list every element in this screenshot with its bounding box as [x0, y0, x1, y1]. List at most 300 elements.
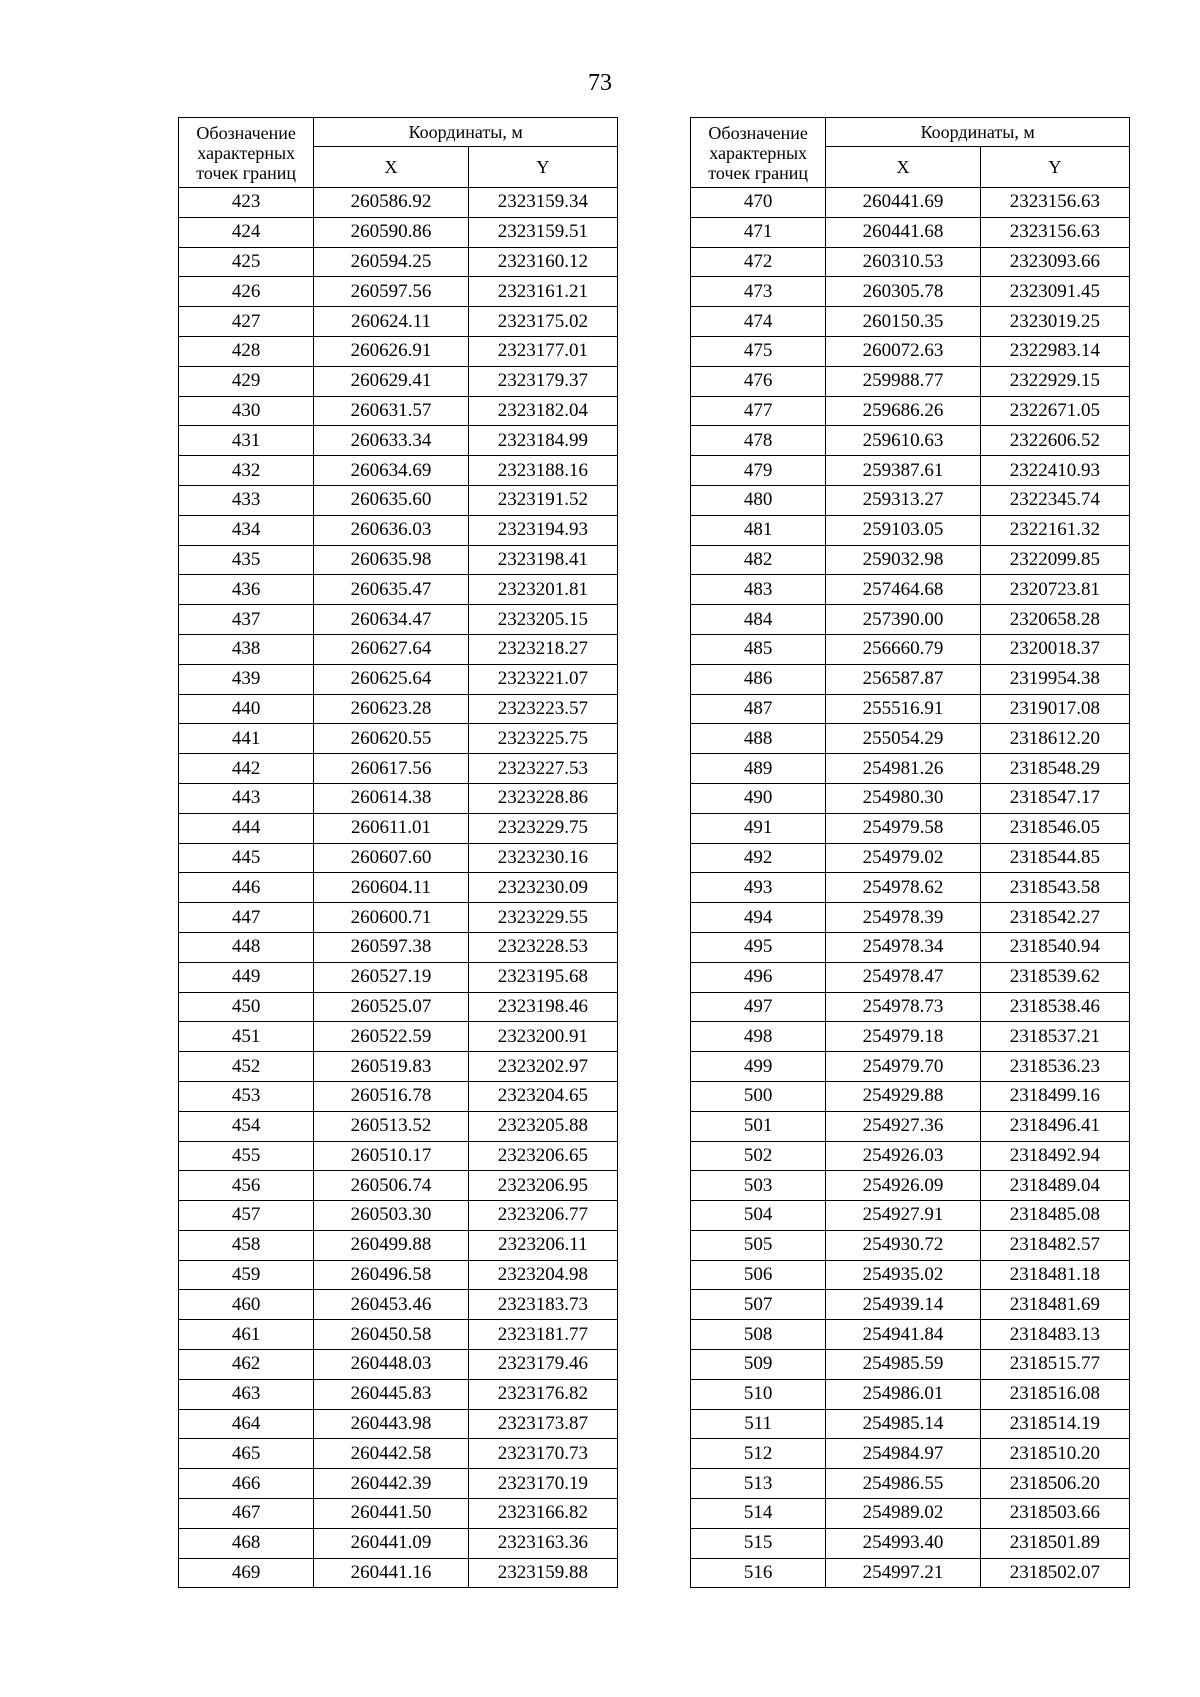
x-coordinate-cell: 260629.41 — [314, 366, 468, 396]
point-id-cell: 444 — [179, 813, 314, 843]
point-id-cell: 436 — [179, 575, 314, 605]
y-coordinate-cell: 2320018.37 — [980, 634, 1129, 664]
x-coordinate-cell: 260441.50 — [314, 1499, 468, 1529]
x-coordinate-cell: 260448.03 — [314, 1350, 468, 1380]
point-id-cell: 491 — [691, 813, 826, 843]
table-row — [179, 634, 618, 664]
y-coordinate-cell: 2318492.94 — [980, 1141, 1129, 1171]
x-coordinate-cell: 254986.01 — [826, 1379, 980, 1409]
table-row — [179, 1320, 618, 1350]
table-row — [691, 992, 1130, 1022]
y-coordinate-cell: 2323218.27 — [468, 634, 617, 664]
x-coordinate-cell: 259387.61 — [826, 456, 980, 486]
table-row — [691, 1469, 1130, 1499]
x-coordinate-cell: 255054.29 — [826, 724, 980, 754]
x-coordinate-cell: 254989.02 — [826, 1499, 980, 1529]
y-coordinate-cell: 2318547.17 — [980, 783, 1129, 813]
point-id-cell: 507 — [691, 1290, 826, 1320]
point-designation-header: Обозначение характерных точек границ — [691, 118, 826, 188]
point-id-cell: 457 — [179, 1201, 314, 1231]
table-row — [691, 1260, 1130, 1290]
x-coordinate-cell: 259032.98 — [826, 545, 980, 575]
x-coordinate-cell: 260623.28 — [314, 694, 468, 724]
y-coordinate-cell: 2323093.66 — [980, 247, 1129, 277]
table-row — [691, 605, 1130, 635]
y-coordinate-cell: 2318544.85 — [980, 843, 1129, 873]
x-coordinate-cell: 260636.03 — [314, 515, 468, 545]
table-row — [179, 992, 618, 1022]
point-id-cell: 462 — [179, 1350, 314, 1380]
x-coordinate-cell: 260516.78 — [314, 1081, 468, 1111]
table-row — [179, 1022, 618, 1052]
point-id-cell: 474 — [691, 307, 826, 337]
point-id-cell: 468 — [179, 1528, 314, 1558]
table-row — [179, 724, 618, 754]
table-row — [691, 575, 1130, 605]
x-coordinate-cell: 260506.74 — [314, 1171, 468, 1201]
table-row — [179, 813, 618, 843]
point-id-cell: 441 — [179, 724, 314, 754]
point-id-cell: 467 — [179, 1499, 314, 1529]
x-coordinate-cell: 260611.01 — [314, 813, 468, 843]
y-coordinate-cell: 2323019.25 — [980, 307, 1129, 337]
coordinates-table-left — [178, 117, 618, 1588]
point-id-cell: 426 — [179, 277, 314, 307]
x-coordinate-cell: 260305.78 — [826, 277, 980, 307]
table-row — [691, 932, 1130, 962]
table-row — [691, 1320, 1130, 1350]
point-id-cell: 481 — [691, 515, 826, 545]
point-id-cell: 487 — [691, 694, 826, 724]
table-row — [691, 903, 1130, 933]
x-coordinate-cell: 260625.64 — [314, 664, 468, 694]
y-coordinate-cell: 2323181.77 — [468, 1320, 617, 1350]
coordinates-header: Координаты, м — [314, 118, 618, 147]
x-coordinate-cell: 260634.69 — [314, 456, 468, 486]
x-coordinate-cell: 254941.84 — [826, 1320, 980, 1350]
point-id-cell: 423 — [179, 188, 314, 218]
y-coordinate-cell: 2323206.11 — [468, 1230, 617, 1260]
y-coordinate-cell: 2318612.20 — [980, 724, 1129, 754]
x-coordinate-cell: 260527.19 — [314, 962, 468, 992]
point-id-cell: 455 — [179, 1141, 314, 1171]
point-id-cell: 447 — [179, 903, 314, 933]
x-coordinate-cell: 260441.69 — [826, 188, 980, 218]
point-id-cell: 453 — [179, 1081, 314, 1111]
table-row — [179, 1558, 618, 1588]
y-header: Y — [980, 147, 1129, 188]
point-id-cell: 482 — [691, 545, 826, 575]
x-coordinate-cell: 254985.14 — [826, 1409, 980, 1439]
table-row — [179, 1290, 618, 1320]
table-row — [691, 813, 1130, 843]
point-id-cell: 493 — [691, 873, 826, 903]
point-id-cell: 451 — [179, 1022, 314, 1052]
y-coordinate-cell: 2323156.63 — [980, 188, 1129, 218]
table-row — [691, 1499, 1130, 1529]
x-coordinate-cell: 254986.55 — [826, 1469, 980, 1499]
y-coordinate-cell: 2318501.89 — [980, 1528, 1129, 1558]
point-id-cell: 428 — [179, 336, 314, 366]
y-coordinate-cell: 2322606.52 — [980, 426, 1129, 456]
y-coordinate-cell: 2323206.65 — [468, 1141, 617, 1171]
table-row — [691, 1290, 1130, 1320]
y-coordinate-cell: 2318481.18 — [980, 1260, 1129, 1290]
x-coordinate-cell: 254978.62 — [826, 873, 980, 903]
point-id-cell: 486 — [691, 664, 826, 694]
point-id-cell: 449 — [179, 962, 314, 992]
y-coordinate-cell: 2318496.41 — [980, 1111, 1129, 1141]
coordinates-table-right — [690, 117, 1130, 1588]
x-coordinate-cell: 260441.16 — [314, 1558, 468, 1588]
point-id-cell: 483 — [691, 575, 826, 605]
table-row — [691, 1439, 1130, 1469]
coordinates-header: Координаты, м — [826, 118, 1130, 147]
y-coordinate-cell: 2323225.75 — [468, 724, 617, 754]
table-row — [691, 694, 1130, 724]
y-coordinate-cell: 2323183.73 — [468, 1290, 617, 1320]
y-coordinate-cell: 2322099.85 — [980, 545, 1129, 575]
y-coordinate-cell: 2323229.55 — [468, 903, 617, 933]
y-header: Y — [468, 147, 617, 188]
point-id-cell: 515 — [691, 1528, 826, 1558]
table-row — [691, 1350, 1130, 1380]
y-coordinate-cell: 2323206.77 — [468, 1201, 617, 1231]
point-id-cell: 461 — [179, 1320, 314, 1350]
point-id-cell: 492 — [691, 843, 826, 873]
x-coordinate-cell: 254930.72 — [826, 1230, 980, 1260]
y-coordinate-cell: 2323202.97 — [468, 1052, 617, 1082]
x-coordinate-cell: 254939.14 — [826, 1290, 980, 1320]
point-id-cell: 501 — [691, 1111, 826, 1141]
y-coordinate-cell: 2323230.09 — [468, 873, 617, 903]
point-id-cell: 430 — [179, 396, 314, 426]
x-coordinate-cell: 254979.02 — [826, 843, 980, 873]
y-coordinate-cell: 2323188.16 — [468, 456, 617, 486]
x-coordinate-cell: 260310.53 — [826, 247, 980, 277]
table-row — [691, 217, 1130, 247]
point-id-cell: 516 — [691, 1558, 826, 1588]
y-coordinate-cell: 2322410.93 — [980, 456, 1129, 486]
y-coordinate-cell: 2323166.82 — [468, 1499, 617, 1529]
point-id-cell: 431 — [179, 426, 314, 456]
y-coordinate-cell: 2323159.88 — [468, 1558, 617, 1588]
x-coordinate-cell: 254993.40 — [826, 1528, 980, 1558]
y-coordinate-cell: 2318499.16 — [980, 1081, 1129, 1111]
point-id-cell: 465 — [179, 1439, 314, 1469]
y-coordinate-cell: 2323201.81 — [468, 575, 617, 605]
x-coordinate-cell: 254985.59 — [826, 1350, 980, 1380]
x-coordinate-cell: 254935.02 — [826, 1260, 980, 1290]
x-coordinate-cell: 254979.18 — [826, 1022, 980, 1052]
point-id-cell: 459 — [179, 1260, 314, 1290]
y-coordinate-cell: 2318483.13 — [980, 1320, 1129, 1350]
x-coordinate-cell: 257464.68 — [826, 575, 980, 605]
x-coordinate-cell: 260513.52 — [314, 1111, 468, 1141]
point-id-cell: 484 — [691, 605, 826, 635]
point-id-cell: 502 — [691, 1141, 826, 1171]
y-coordinate-cell: 2323182.04 — [468, 396, 617, 426]
x-header: X — [314, 147, 468, 188]
point-id-cell: 488 — [691, 724, 826, 754]
y-coordinate-cell: 2323227.53 — [468, 754, 617, 784]
x-coordinate-cell: 254929.88 — [826, 1081, 980, 1111]
x-coordinate-cell: 254979.70 — [826, 1052, 980, 1082]
x-coordinate-cell: 260496.58 — [314, 1260, 468, 1290]
y-coordinate-cell: 2318542.27 — [980, 903, 1129, 933]
x-coordinate-cell: 254984.97 — [826, 1439, 980, 1469]
x-coordinate-cell: 260445.83 — [314, 1379, 468, 1409]
x-coordinate-cell: 260624.11 — [314, 307, 468, 337]
x-coordinate-cell: 260635.47 — [314, 575, 468, 605]
table-row — [179, 456, 618, 486]
point-designation-header: Обозначение характерных точек границ — [179, 118, 314, 188]
table-row — [179, 1499, 618, 1529]
x-coordinate-cell: 260620.55 — [314, 724, 468, 754]
point-id-cell: 466 — [179, 1469, 314, 1499]
table-row — [691, 783, 1130, 813]
x-coordinate-cell: 254926.09 — [826, 1171, 980, 1201]
point-id-cell: 448 — [179, 932, 314, 962]
table-row — [691, 485, 1130, 515]
table-row — [179, 932, 618, 962]
y-coordinate-cell: 2323198.41 — [468, 545, 617, 575]
table-row — [691, 1528, 1130, 1558]
point-id-cell: 442 — [179, 754, 314, 784]
table-row — [179, 1260, 618, 1290]
x-coordinate-cell: 260594.25 — [314, 247, 468, 277]
y-coordinate-cell: 2323184.99 — [468, 426, 617, 456]
point-id-cell: 425 — [179, 247, 314, 277]
y-coordinate-cell: 2318538.46 — [980, 992, 1129, 1022]
point-id-cell: 446 — [179, 873, 314, 903]
y-coordinate-cell: 2323206.95 — [468, 1171, 617, 1201]
table-row — [179, 336, 618, 366]
y-coordinate-cell: 2320658.28 — [980, 605, 1129, 635]
y-coordinate-cell: 2323161.21 — [468, 277, 617, 307]
table-row — [179, 664, 618, 694]
table-row — [691, 1022, 1130, 1052]
y-coordinate-cell: 2318540.94 — [980, 932, 1129, 962]
point-id-cell: 497 — [691, 992, 826, 1022]
point-id-cell: 511 — [691, 1409, 826, 1439]
x-coordinate-cell: 260522.59 — [314, 1022, 468, 1052]
y-coordinate-cell: 2323204.65 — [468, 1081, 617, 1111]
table-row — [691, 426, 1130, 456]
x-coordinate-cell: 254981.26 — [826, 754, 980, 784]
y-coordinate-cell: 2318536.23 — [980, 1052, 1129, 1082]
table-row — [691, 843, 1130, 873]
table-row — [179, 217, 618, 247]
point-id-cell: 434 — [179, 515, 314, 545]
table-row — [179, 1379, 618, 1409]
y-coordinate-cell: 2323160.12 — [468, 247, 617, 277]
y-coordinate-cell: 2322929.15 — [980, 366, 1129, 396]
y-coordinate-cell: 2323191.52 — [468, 485, 617, 515]
x-coordinate-cell: 259103.05 — [826, 515, 980, 545]
table-row — [691, 545, 1130, 575]
y-coordinate-cell: 2323091.45 — [980, 277, 1129, 307]
x-coordinate-cell: 254926.03 — [826, 1141, 980, 1171]
table-row — [179, 1111, 618, 1141]
x-coordinate-cell: 260510.17 — [314, 1141, 468, 1171]
y-coordinate-cell: 2318481.69 — [980, 1290, 1129, 1320]
point-id-cell: 439 — [179, 664, 314, 694]
point-id-cell: 473 — [691, 277, 826, 307]
x-coordinate-cell: 256660.79 — [826, 634, 980, 664]
table-row — [179, 1230, 618, 1260]
x-coordinate-cell: 260441.68 — [826, 217, 980, 247]
point-id-cell: 471 — [691, 217, 826, 247]
point-id-cell: 460 — [179, 1290, 314, 1320]
table-row — [179, 1141, 618, 1171]
y-coordinate-cell: 2322345.74 — [980, 485, 1129, 515]
table-row — [691, 962, 1130, 992]
y-coordinate-cell: 2323156.63 — [980, 217, 1129, 247]
point-id-cell: 506 — [691, 1260, 826, 1290]
table-row — [691, 1379, 1130, 1409]
y-coordinate-cell: 2318506.20 — [980, 1469, 1129, 1499]
y-coordinate-cell: 2323177.01 — [468, 336, 617, 366]
x-coordinate-cell: 259313.27 — [826, 485, 980, 515]
y-coordinate-cell: 2322983.14 — [980, 336, 1129, 366]
y-coordinate-cell: 2318543.58 — [980, 873, 1129, 903]
point-id-cell: 503 — [691, 1171, 826, 1201]
table-row — [179, 1201, 618, 1231]
x-coordinate-cell: 260453.46 — [314, 1290, 468, 1320]
point-id-cell: 479 — [691, 456, 826, 486]
point-id-cell: 472 — [691, 247, 826, 277]
table-row — [179, 396, 618, 426]
x-coordinate-cell: 254979.58 — [826, 813, 980, 843]
y-coordinate-cell: 2323228.86 — [468, 783, 617, 813]
point-id-cell: 480 — [691, 485, 826, 515]
y-coordinate-cell: 2322671.05 — [980, 396, 1129, 426]
x-coordinate-cell: 259988.77 — [826, 366, 980, 396]
table-row — [179, 426, 618, 456]
x-coordinate-cell: 255516.91 — [826, 694, 980, 724]
table-row — [691, 1081, 1130, 1111]
x-coordinate-cell: 254980.30 — [826, 783, 980, 813]
y-coordinate-cell: 2322161.32 — [980, 515, 1129, 545]
y-coordinate-cell: 2318539.62 — [980, 962, 1129, 992]
y-coordinate-cell: 2323170.73 — [468, 1439, 617, 1469]
table-row — [691, 1141, 1130, 1171]
y-coordinate-cell: 2323173.87 — [468, 1409, 617, 1439]
x-coordinate-cell: 254927.91 — [826, 1201, 980, 1231]
point-id-cell: 478 — [691, 426, 826, 456]
point-id-cell: 454 — [179, 1111, 314, 1141]
point-id-cell: 438 — [179, 634, 314, 664]
x-header: X — [826, 147, 980, 188]
x-coordinate-cell: 260597.56 — [314, 277, 468, 307]
y-coordinate-cell: 2318485.08 — [980, 1201, 1129, 1231]
x-coordinate-cell: 260597.38 — [314, 932, 468, 962]
table-row — [691, 724, 1130, 754]
table-row — [691, 634, 1130, 664]
table-row — [179, 694, 618, 724]
y-coordinate-cell: 2318515.77 — [980, 1350, 1129, 1380]
point-id-cell: 509 — [691, 1350, 826, 1380]
y-coordinate-cell: 2318546.05 — [980, 813, 1129, 843]
table-row — [691, 1558, 1130, 1588]
x-coordinate-cell: 260631.57 — [314, 396, 468, 426]
table-row — [179, 903, 618, 933]
y-coordinate-cell: 2320723.81 — [980, 575, 1129, 605]
table-row — [691, 1171, 1130, 1201]
table-row — [179, 1171, 618, 1201]
table-row — [179, 1439, 618, 1469]
x-coordinate-cell: 259610.63 — [826, 426, 980, 456]
y-coordinate-cell: 2323179.37 — [468, 366, 617, 396]
point-id-cell: 485 — [691, 634, 826, 664]
table-row — [691, 336, 1130, 366]
y-coordinate-cell: 2318502.07 — [980, 1558, 1129, 1588]
table-row — [179, 485, 618, 515]
table-row — [179, 605, 618, 635]
point-id-cell: 432 — [179, 456, 314, 486]
x-coordinate-cell: 260627.64 — [314, 634, 468, 664]
x-coordinate-cell: 254978.34 — [826, 932, 980, 962]
table-row — [179, 1350, 618, 1380]
x-coordinate-cell: 260525.07 — [314, 992, 468, 1022]
table-row — [691, 873, 1130, 903]
y-coordinate-cell: 2323205.15 — [468, 605, 617, 635]
x-coordinate-cell: 254978.73 — [826, 992, 980, 1022]
x-coordinate-cell: 260607.60 — [314, 843, 468, 873]
table-row — [179, 843, 618, 873]
table-row — [179, 277, 618, 307]
point-id-cell: 450 — [179, 992, 314, 1022]
point-id-cell: 510 — [691, 1379, 826, 1409]
point-id-cell: 508 — [691, 1320, 826, 1350]
x-coordinate-cell: 260450.58 — [314, 1320, 468, 1350]
x-coordinate-cell: 254997.21 — [826, 1558, 980, 1588]
y-coordinate-cell: 2323195.68 — [468, 962, 617, 992]
table-row — [691, 1230, 1130, 1260]
point-id-cell: 494 — [691, 903, 826, 933]
x-coordinate-cell: 259686.26 — [826, 396, 980, 426]
page-number: 73 — [588, 70, 612, 96]
point-id-cell: 513 — [691, 1469, 826, 1499]
y-coordinate-cell: 2318514.19 — [980, 1409, 1129, 1439]
x-coordinate-cell: 260590.86 — [314, 217, 468, 247]
point-id-cell: 498 — [691, 1022, 826, 1052]
table-row — [691, 1409, 1130, 1439]
x-coordinate-cell: 260503.30 — [314, 1201, 468, 1231]
y-coordinate-cell: 2318537.21 — [980, 1022, 1129, 1052]
table-row — [691, 307, 1130, 337]
point-id-cell: 475 — [691, 336, 826, 366]
x-coordinate-cell: 260635.60 — [314, 485, 468, 515]
table-row — [691, 456, 1130, 486]
table-row — [179, 247, 618, 277]
table-row — [691, 664, 1130, 694]
y-coordinate-cell: 2323229.75 — [468, 813, 617, 843]
table-row — [691, 1111, 1130, 1141]
x-coordinate-cell: 260633.34 — [314, 426, 468, 456]
point-id-cell: 458 — [179, 1230, 314, 1260]
table-row — [179, 962, 618, 992]
y-coordinate-cell: 2323159.51 — [468, 217, 617, 247]
y-coordinate-cell: 2318503.66 — [980, 1499, 1129, 1529]
table-row — [691, 247, 1130, 277]
point-id-cell: 427 — [179, 307, 314, 337]
y-coordinate-cell: 2323200.91 — [468, 1022, 617, 1052]
table-row — [179, 188, 618, 218]
y-coordinate-cell: 2323204.98 — [468, 1260, 617, 1290]
y-coordinate-cell: 2318482.57 — [980, 1230, 1129, 1260]
